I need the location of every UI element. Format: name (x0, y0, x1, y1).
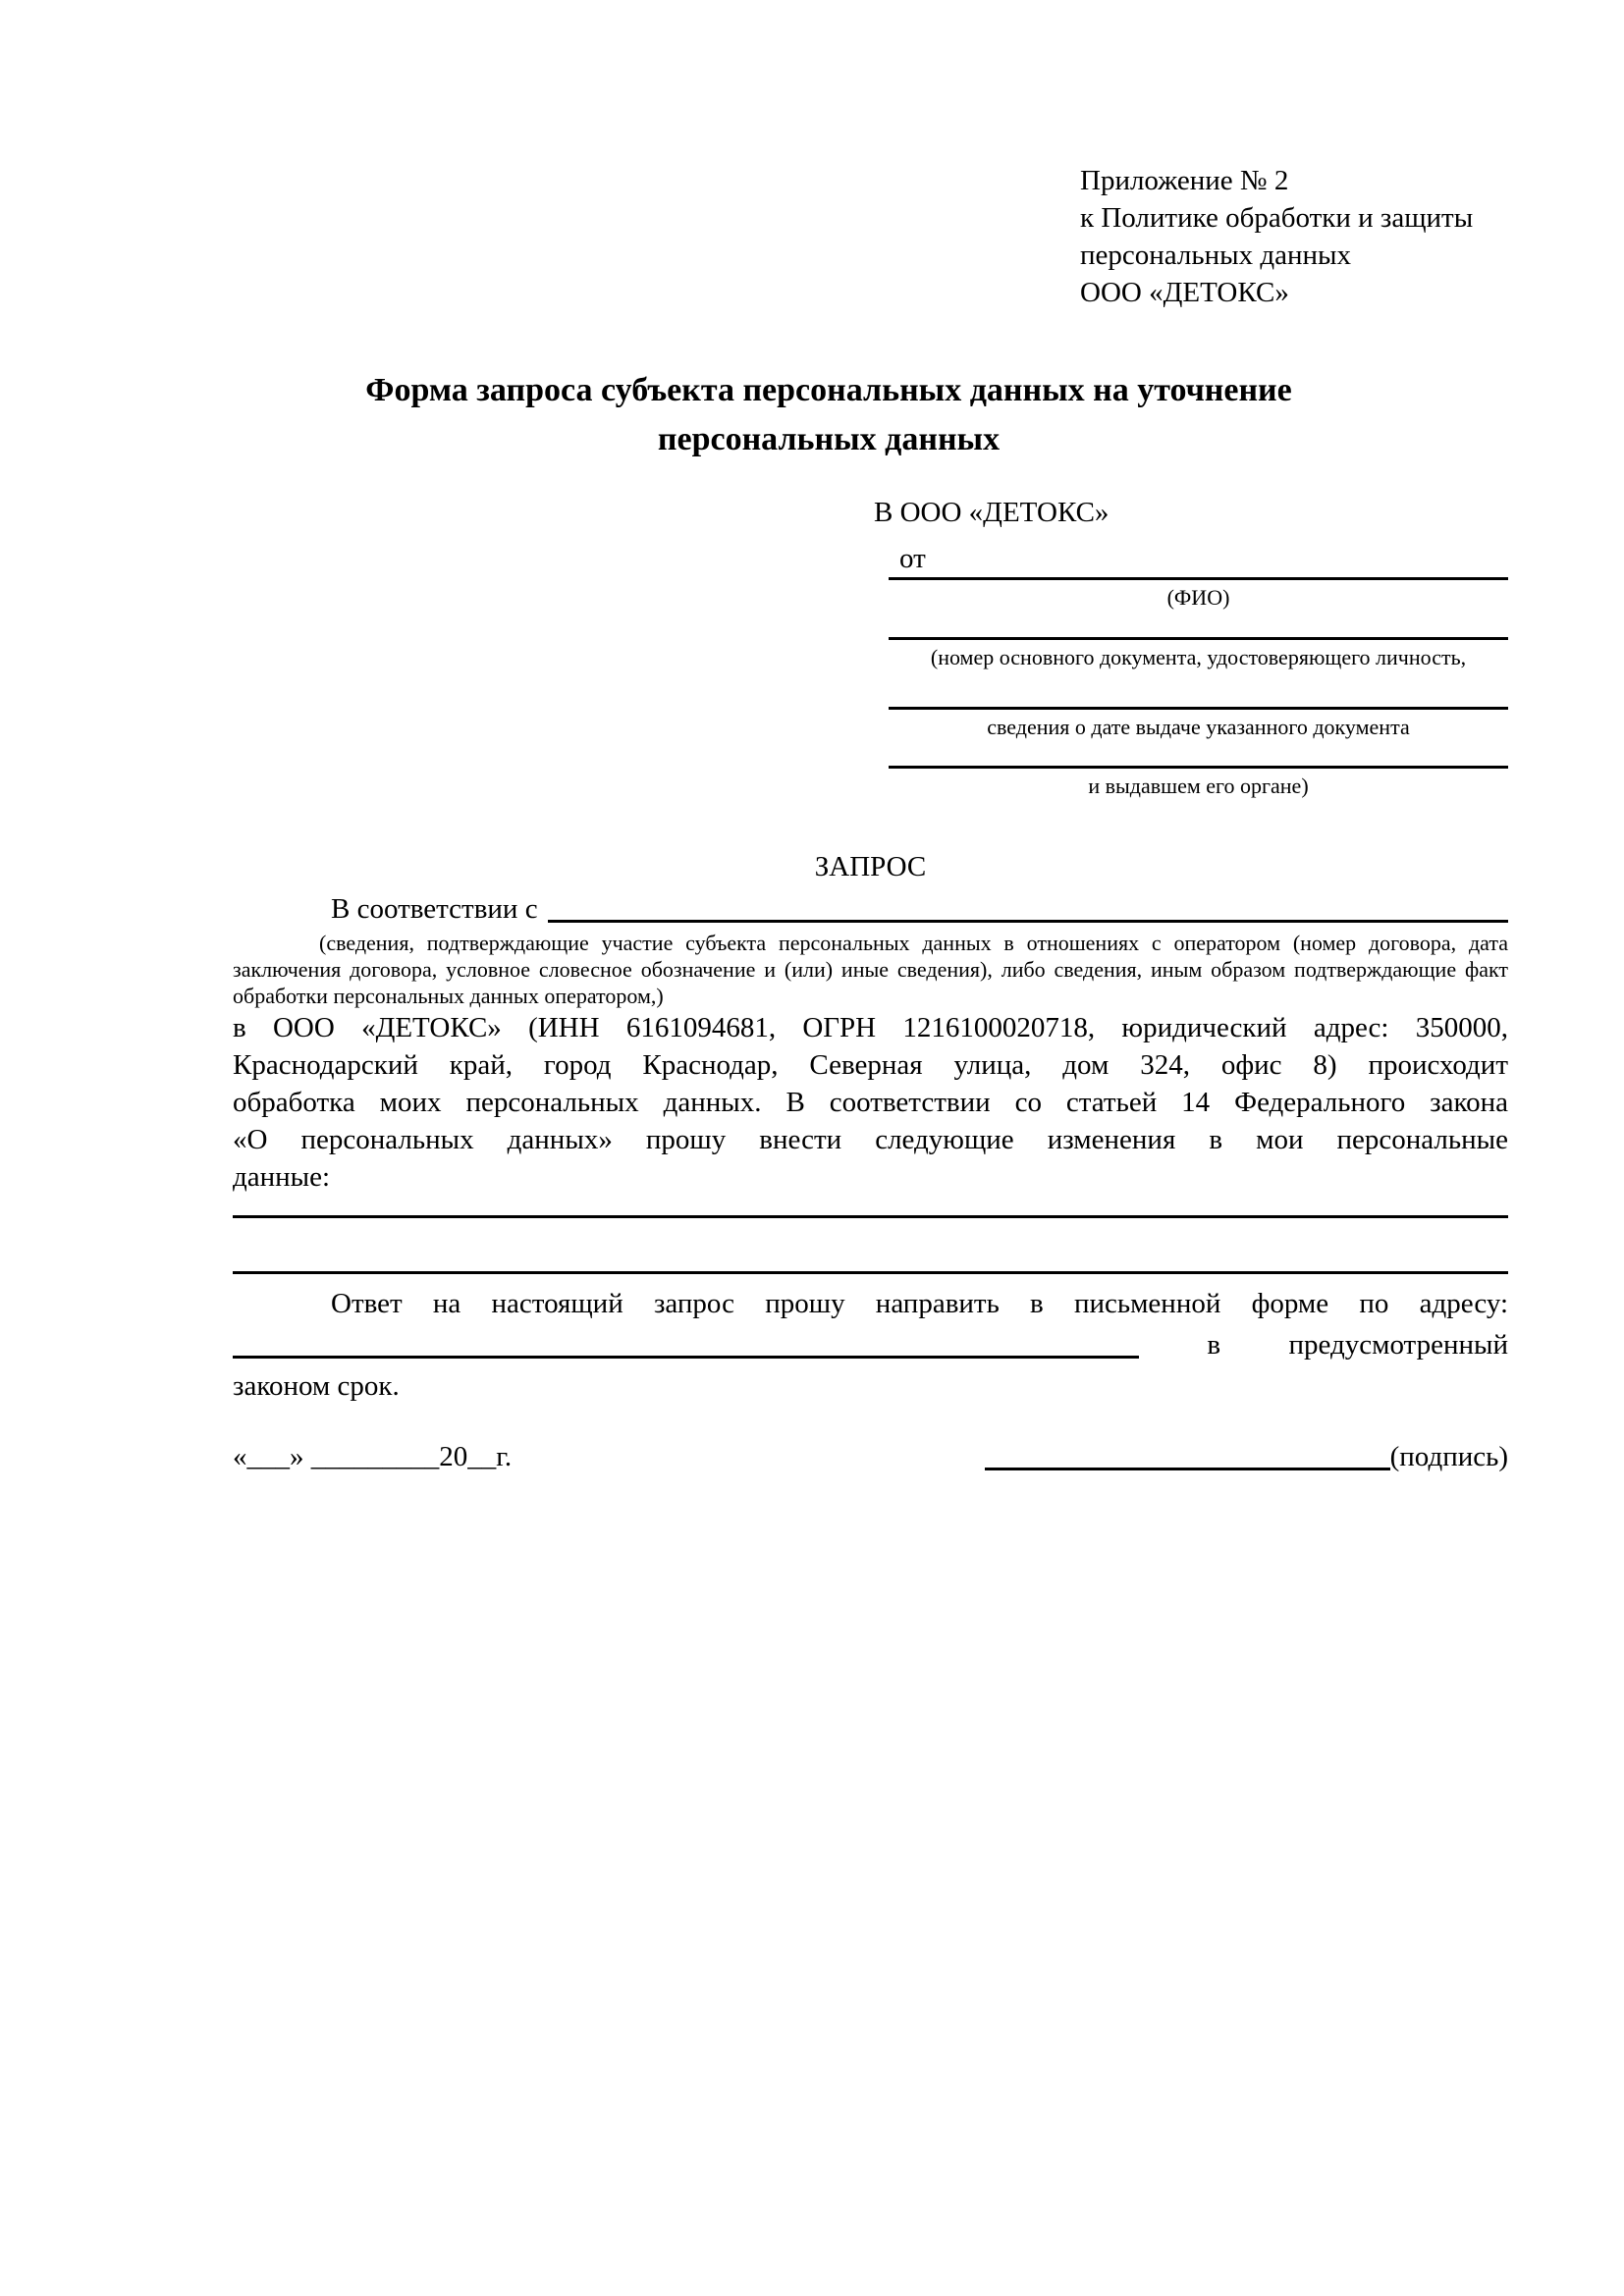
appendix-header-line: персональных данных (1080, 240, 1352, 271)
date-line: «___» _________20__г. (233, 1441, 513, 1472)
appendix-header-line: к Политике обработки и защиты (1080, 202, 1474, 234)
issuing-authority-field-caption: и выдавшем его органе) (1088, 774, 1309, 798)
address-field-line (233, 1356, 1139, 1359)
issue-date-field-caption: сведения о дате выдаче указанного документа (987, 715, 1410, 739)
request-heading: ЗАПРОС (814, 851, 927, 882)
form-title-line: персональных данных (657, 421, 1001, 457)
reply-paragraph-line: законом срок. (233, 1370, 400, 1402)
appendix-header-line: Приложение № 2 (1080, 165, 1289, 196)
changes-field-line-2 (233, 1271, 1508, 1274)
basis-field-line (548, 920, 1508, 923)
lead-in-note-line: обработки персональных данных оператором,) (233, 984, 664, 1008)
reply-paragraph-line: Ответ на настоящий запрос прошу направить в письменной форме по адресу: (331, 1288, 1508, 1319)
fio-field-caption: (ФИО) (1166, 585, 1230, 610)
signature-field-line (985, 1468, 1390, 1470)
lead-in-note (233, 930, 1508, 1009)
body-paragraph-line: данные: (233, 1161, 331, 1193)
lead-in-line (233, 888, 1508, 930)
appendix-header-line: ООО «ДЕТОКС» (1080, 277, 1289, 308)
changes-field-line-1 (233, 1215, 1508, 1218)
body-paragraph-line: в ООО «ДЕТОКС» (ИНН 6161094681, ОГРН 1216100020718, юридический адрес: 350000, (233, 1012, 1508, 1043)
reply-address-line (233, 1324, 1508, 1365)
date-signature-row (233, 1436, 1508, 1477)
document-number-field-caption: (номер основного документа, удостоверяющего личность, (930, 645, 1467, 669)
form-title (233, 366, 1425, 464)
reply-word-right: предусмотренный (1288, 1329, 1508, 1361)
reply-paragraph (233, 1283, 1508, 1407)
addressee-block (874, 494, 1508, 799)
form-title-line: Форма запроса субъекта персональных данных на уточнение (365, 372, 1292, 408)
signature-group (985, 1436, 1508, 1477)
lead-in-note-line: (сведения, подтверждающие участие субъекта персональных данных в отношениях с оператором (номер договора, дата (319, 931, 1508, 955)
addressee-from-label: от (899, 543, 926, 574)
lead-in-note-line: заключения договора, условное словесное обозначение и (или) иные сведения), либо сведения, иным образом подтверждающие факт (233, 957, 1508, 982)
body-paragraph-line: «О персональных данных» прошу внести следующие изменения в мои персональные (233, 1124, 1508, 1155)
signature-caption: (подпись) (1389, 1441, 1508, 1472)
body-paragraph-line: обработка моих персональных данных. В соответствии со статьей 14 Федерального закона (233, 1087, 1508, 1118)
body-paragraph-line: Краснодарский край, город Краснодар, Северная улица, дом 324, офис 8) происходит (233, 1049, 1508, 1081)
body-paragraph (233, 1009, 1508, 1196)
lead-in-text: В соответствии с (331, 893, 538, 925)
addressee-to: В ООО «ДЕТОКС» (874, 497, 1110, 528)
appendix-header (1080, 162, 1508, 311)
reply-word-in: в (1207, 1329, 1221, 1361)
